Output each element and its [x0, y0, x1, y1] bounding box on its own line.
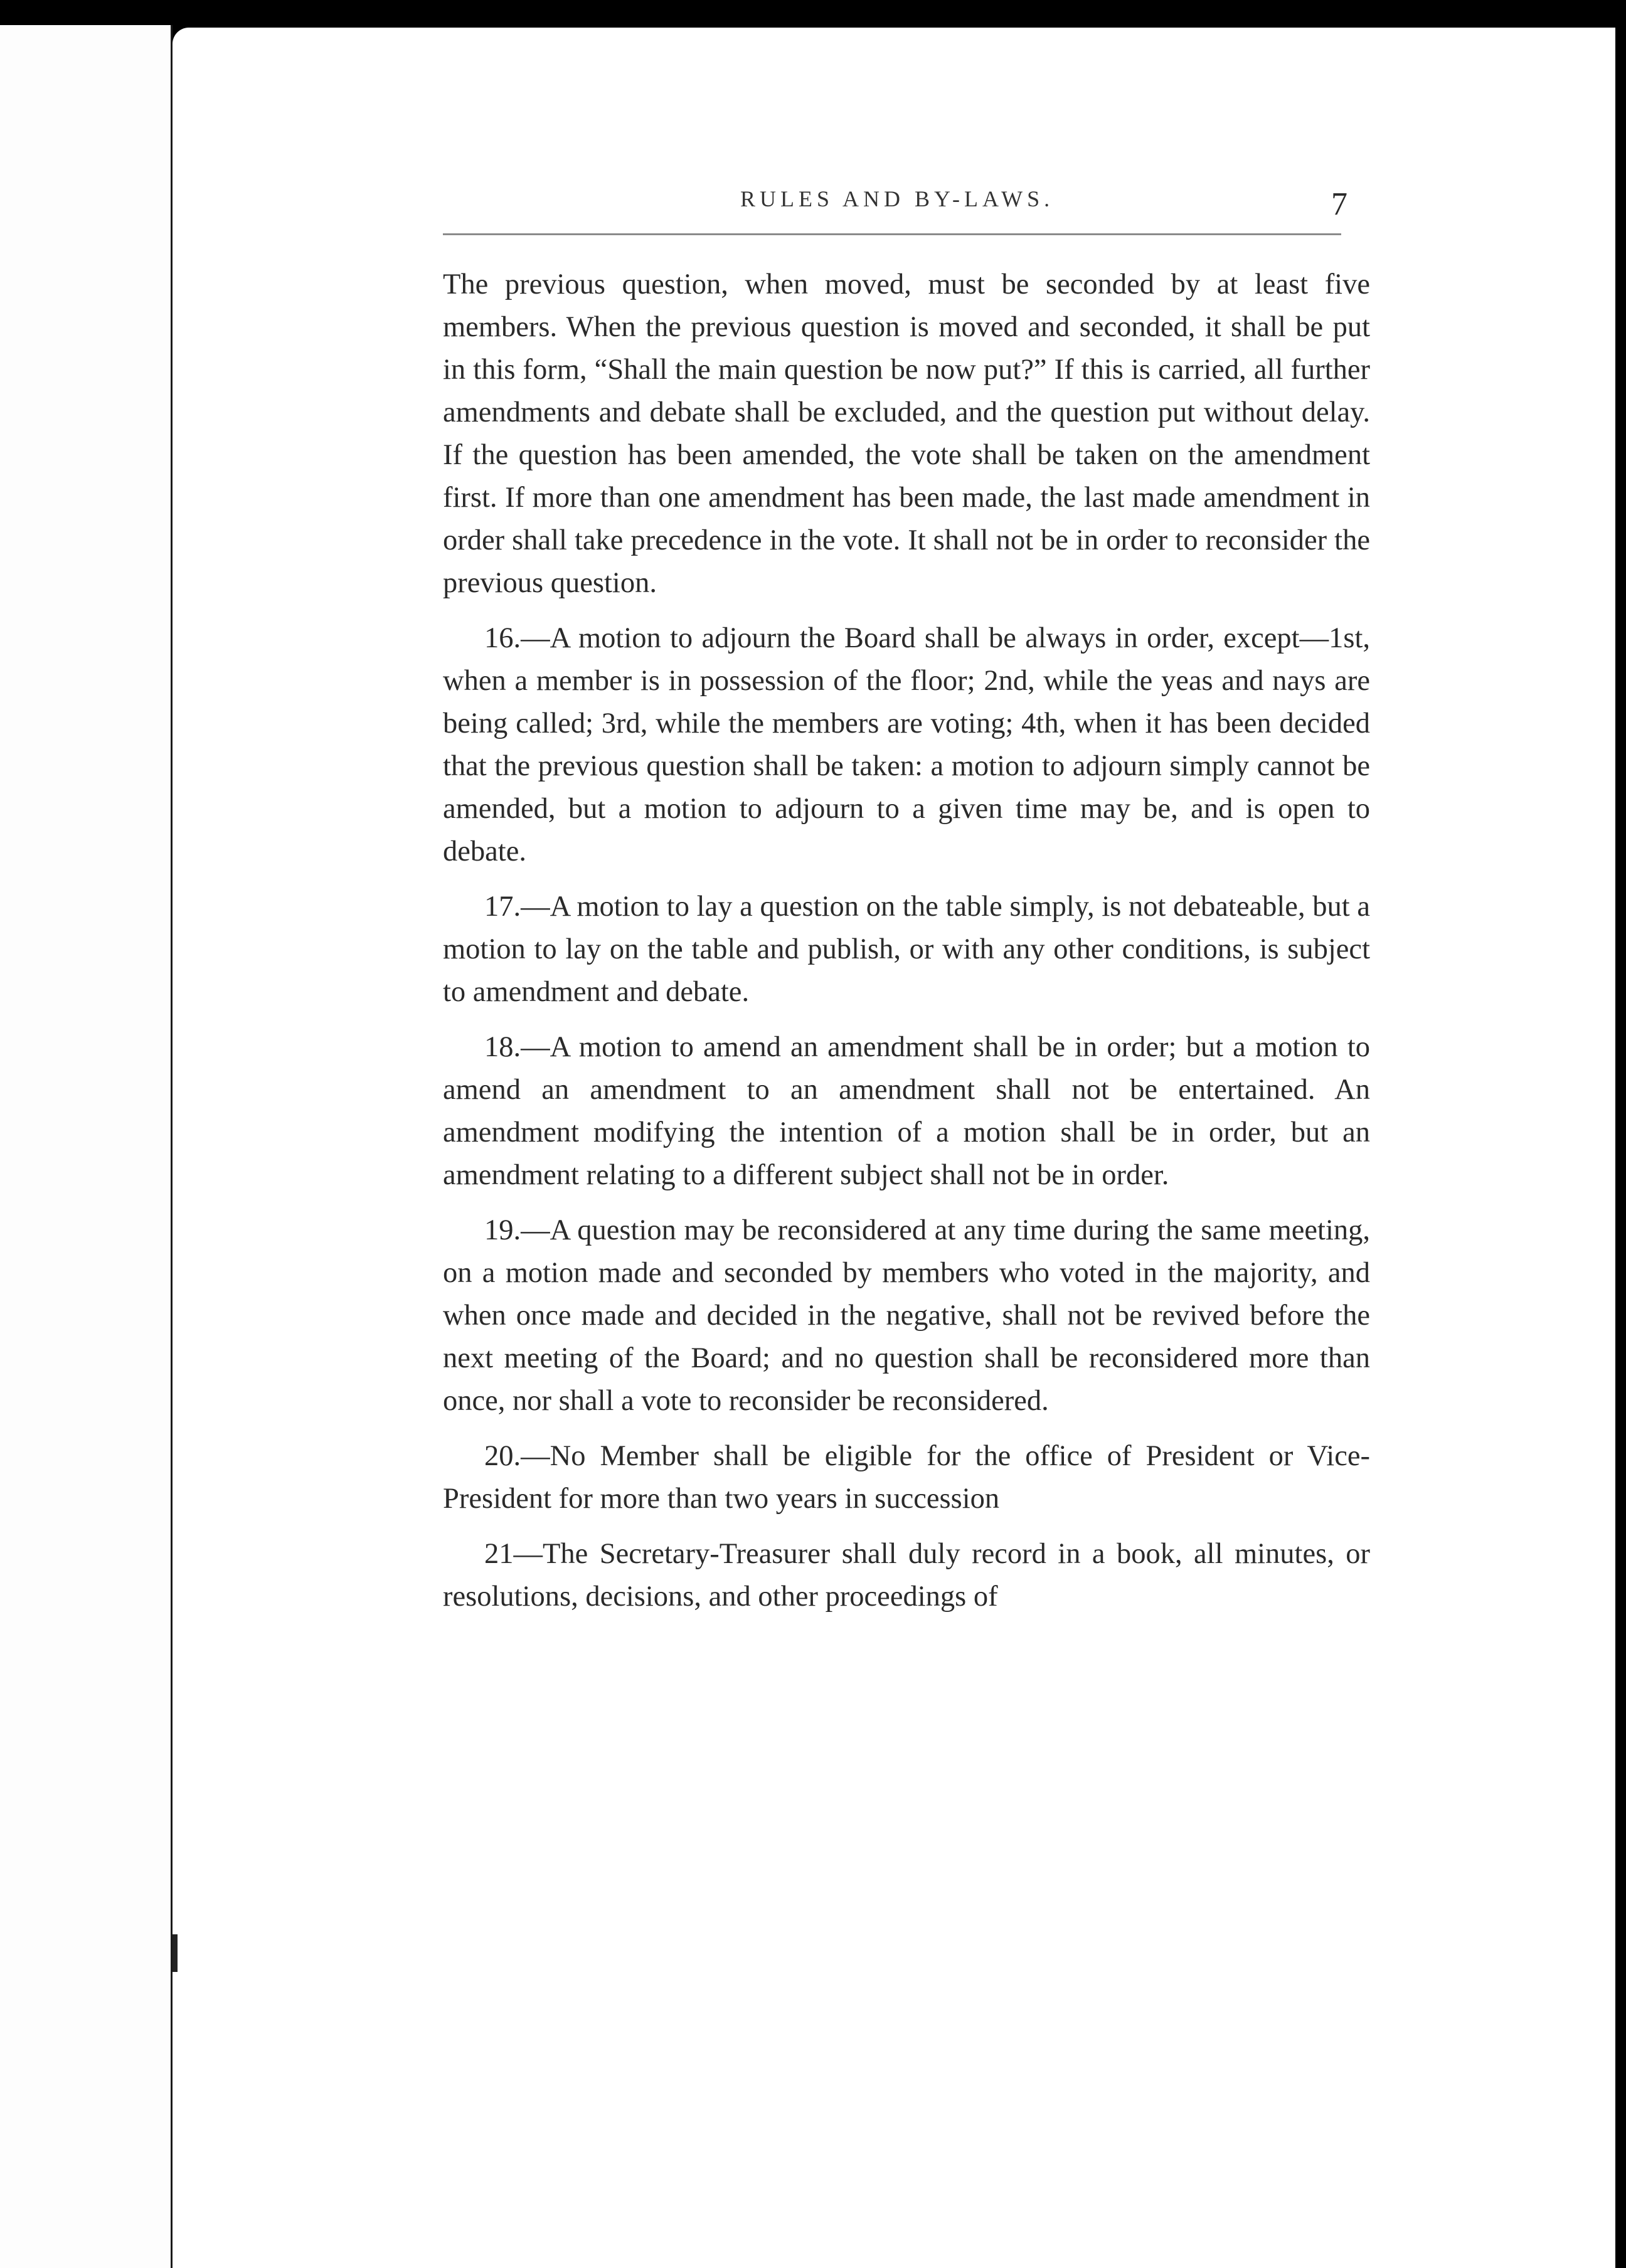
running-head: RULES AND BY-LAWS. — [740, 186, 1055, 211]
header-rule — [443, 233, 1341, 235]
paragraph-rule-19: 19.—A question may be reconsidered at any time during the same meeting, on a motion made and seconded by members who voted in the majority, and when once made and decided in the negative, shall not be revived before the next meeting of the Board; and no question shall be reconsidered more than once, nor shall a vote to reconsider be reconsidered. — [443, 1214, 1370, 1417]
paragraph-rule-21: 21—The Secretary-Treasurer shall duly record in a book, all minutes, or resolutions, decisions, and other proceedings of — [443, 1538, 1370, 1613]
body-text — [443, 263, 1370, 1618]
scan-top-border — [0, 0, 1626, 31]
page-number: 7 — [1331, 186, 1347, 222]
paragraph-rule-18: 18.—A motion to amend an amendment shall be in order; but a motion to amend an amendment to an amendment shall not be entertained. An amendment modifying the intention of a motion shall be in order, but an amendment relating to a different subject shall not be in order. — [443, 1031, 1370, 1191]
paragraph-rule-16: 16.—A motion to adjourn the Board shall be always in order, except—1st, when a member is in possession of the floor; 2nd, while the yeas and nays are being called; 3rd, while the members are voting; 4th, when it has been decided that the previous question shall be taken: a motion to adjourn simply cannot be amended, but a motion to adjourn to a given time may be, and is open to debate. — [443, 622, 1370, 867]
paragraph-rule-17: 17.—A motion to lay a question on the table simply, is not debateable, but a motion to lay on the table and publish, or with any other conditions, is subject to amendment and debate. — [443, 891, 1370, 1008]
binding-shadow — [173, 1934, 178, 1972]
paragraph-rule-20: 20.—No Member shall be eligible for the office of President or Vice-President for more than two years in succession — [443, 1440, 1370, 1515]
facing-page-edge — [0, 25, 173, 2268]
scan-right-border — [1615, 28, 1626, 2268]
paragraph-previous-question: The previous question, when moved, must be seconded by at least five members. When the previous question is moved and seconded, it shall be put in this form, “Shall the main question be now put?” If this is carried, all further amendments and debate shall be excluded, and the question put without delay. If the question has been amended, the vote shall be taken on the amendment first. If more than one amendment has been made, the last made amendment in order shall take precedence in the vote. It shall not be in order to reconsider the previous question. — [443, 268, 1370, 599]
